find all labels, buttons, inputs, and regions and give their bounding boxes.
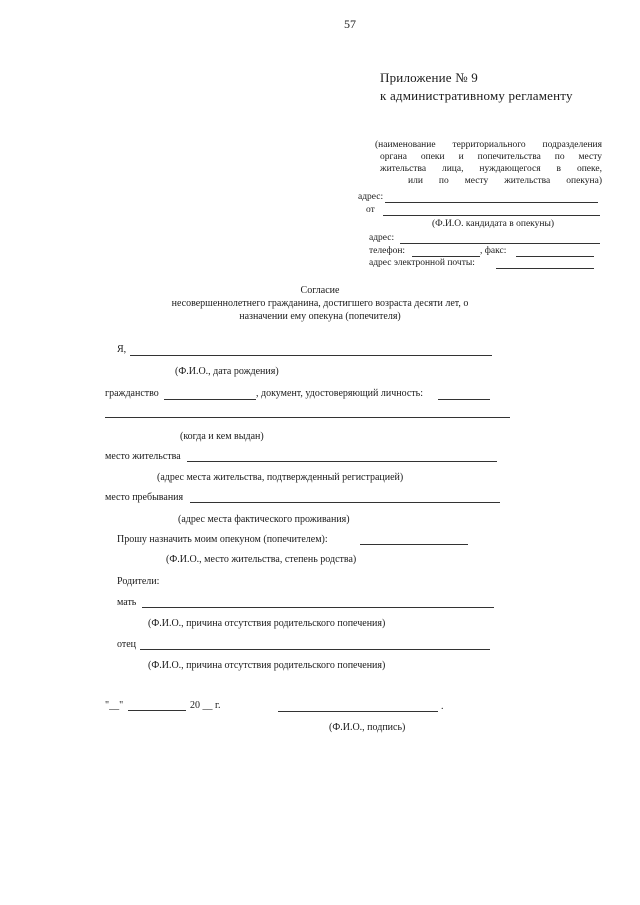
organ-caption-line-2: органа опеки и попечительства по месту: [380, 152, 602, 162]
guardian-caption: (Ф.И.О., место жительства, степень родства): [166, 554, 357, 565]
address-field[interactable]: [385, 202, 598, 203]
phone-label: телефон:: [369, 246, 406, 256]
date-year: 20 __ г.: [190, 700, 221, 711]
signature-end-dot: .: [441, 701, 444, 712]
father-field[interactable]: [140, 649, 490, 650]
fax-label: , факс:: [480, 246, 507, 256]
stay-caption: (адрес места фактического проживания): [178, 514, 350, 525]
document-title: Согласие: [300, 285, 340, 296]
id-document-label: , документ, удостоверяющий личность:: [256, 388, 423, 399]
from-label: от: [366, 205, 375, 215]
organ-caption-line-1: (наименование территориального подразделения: [375, 140, 602, 150]
stay-label: место пребывания: [105, 492, 184, 503]
organ-caption-line-4: или по месту жительства опекуна): [408, 176, 602, 186]
date-day: "__": [105, 700, 124, 711]
residence-caption: (адрес места жительства, подтвержденный регистрацией): [157, 472, 404, 483]
id-document-details-field[interactable]: [105, 417, 510, 418]
request-label: Прошу назначить моим опекуном (попечителем):: [117, 534, 328, 545]
date-month-field[interactable]: [128, 710, 186, 711]
document-title-line-2: несовершеннолетнего гражданина, достигшего возраста десяти лет, о: [171, 298, 469, 309]
mother-label: мать: [117, 597, 137, 608]
stay-field[interactable]: [190, 502, 500, 503]
page-number: 57: [344, 17, 356, 31]
citizenship-label: гражданство: [105, 388, 159, 399]
i-label: Я,: [117, 344, 127, 355]
citizenship-field[interactable]: [164, 399, 256, 400]
fio-field[interactable]: [130, 355, 492, 356]
candidate-address-label: адрес:: [369, 233, 395, 243]
appendix-title: Приложение № 9: [380, 70, 478, 85]
fax-field[interactable]: [516, 256, 594, 257]
signature-caption: (Ф.И.О., подпись): [329, 722, 406, 733]
from-field[interactable]: [383, 215, 600, 216]
residence-label: место жительства: [105, 451, 181, 462]
appendix-subtitle: к административному регламенту: [380, 88, 573, 103]
mother-field[interactable]: [142, 607, 494, 608]
residence-field[interactable]: [187, 461, 497, 462]
document-title-line-3: назначении ему опекуна (попечителя): [239, 311, 401, 322]
mother-caption: (Ф.И.О., причина отсутствия родительского попечения): [148, 618, 386, 629]
email-field[interactable]: [496, 268, 594, 269]
parents-label: Родители:: [117, 576, 160, 587]
signature-field[interactable]: [278, 711, 438, 712]
id-document-field[interactable]: [438, 399, 490, 400]
father-label: отец: [117, 639, 137, 650]
candidate-address-field[interactable]: [400, 243, 600, 244]
guardian-field[interactable]: [360, 544, 468, 545]
candidate-caption: (Ф.И.О. кандидата в опекуны): [432, 219, 555, 229]
fio-dob-caption: (Ф.И.О., дата рождения): [175, 366, 279, 377]
issued-caption: (когда и кем выдан): [180, 431, 264, 442]
email-label: адрес электронной почты:: [369, 258, 475, 268]
organ-caption-line-3: жительства лица, нуждающегося в опеке,: [380, 164, 602, 174]
address-label: адрес:: [358, 192, 384, 202]
father-caption: (Ф.И.О., причина отсутствия родительского попечения): [148, 660, 386, 671]
